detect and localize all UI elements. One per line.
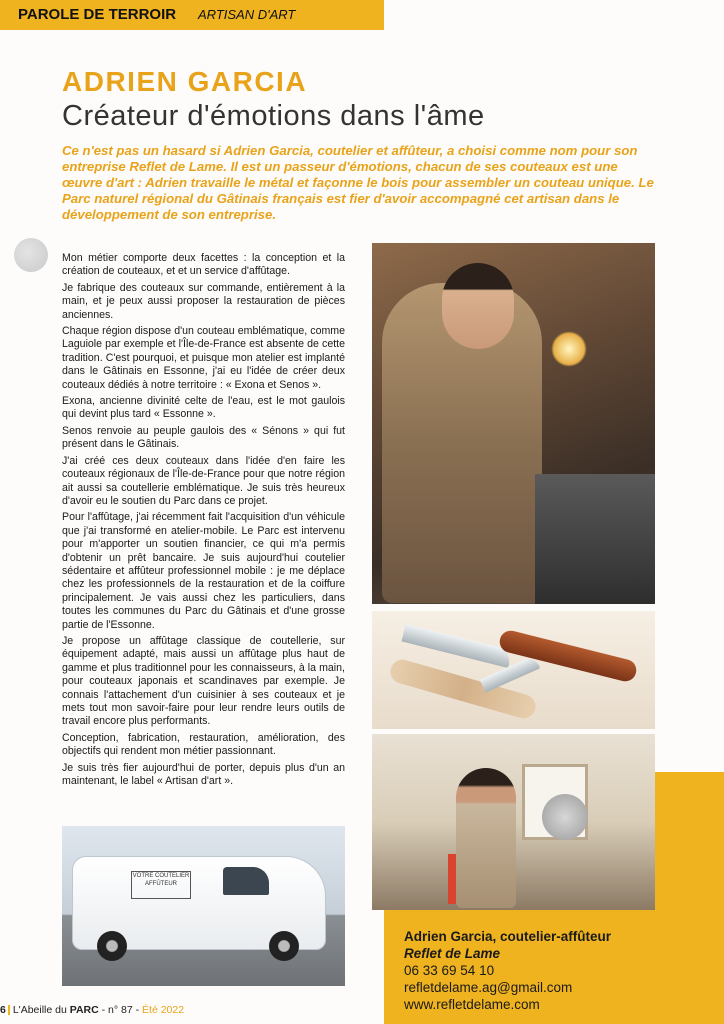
paragraph: J'ai créé ces deux couteaux dans l'idée d'en faire les couteaux régionaux de l'Île-de-France pour que notre région ait aussi sa coutellerie emblématique. Je suis très heureux d'avoir eu le soutien du Parc dans ce projet. — [62, 454, 345, 507]
publication-parc: PARC — [69, 1004, 99, 1016]
workshop-photo — [372, 243, 655, 604]
paragraph: Mon métier comporte deux facettes : la conception et la création de couteaux, et et un service d'affûtage. — [62, 252, 345, 278]
paragraph: Je suis très fier aujourd'hui de porter, depuis plus d'un an maintenant, le label « Artisan d'art ». — [62, 761, 345, 788]
section-category: ARTISAN D'ART — [198, 7, 296, 22]
van-windshield — [223, 867, 269, 895]
paragraph: Chaque région dispose d'un couteau emblématique, comme Laguiole par exemple et l'Île-de-France est absente de cette tradition. C'est pourquoi, et puisque mon atelier est implanté dans le Gâtinais en Essonne, j'ai eu l'idée de créer deux couteaux dédiés à notre territoire : « Exona et Senos ». — [62, 325, 345, 391]
mobile-workshop-photo — [372, 734, 655, 910]
contact-company: Reflet de Lame — [404, 946, 501, 961]
section-title: PAROLE DE TERROIR — [18, 6, 177, 23]
contact-name: Adrien Garcia, coutelier-affûteur — [404, 929, 612, 944]
paragraph: Conception, fabrication, restauration, amélioration, des objectifs qui rendent mon métier passionnant. — [62, 731, 345, 758]
paragraph: Je propose un affûtage classique de coutellerie, sur équipement adapté, mais aussi un affûtage plus haut de gamme et plus traditionnel pour les connaisseurs, à la main, pour couteaux japonais et scandinaves par exemple. Je connais l'attachement d'un cuisinier à ses couteaux et je mets tout mon savoir-faire pour leur rendre leurs outils de travail encore plus performants. — [62, 634, 345, 728]
van-wheel — [97, 931, 127, 961]
knives-photo — [372, 611, 655, 729]
article-body — [62, 252, 345, 791]
article-intro: Ce n'est pas un hasard si Adrien Garcia, coutelier et affûteur, a choisi comme nom pour son entreprise Reflet de Lame. Il est un passeur d'émotions, chacun de ses couteaux est une œuvre d'art : Adrien travaille le métal et façonne le bois pour assembler un couteau unique. Le Parc naturel régional du Gâtinais français est fier d'avoir accompagné cet artisan dans le développement de son entreprise. — [62, 143, 654, 222]
article-subtitle: Créateur d'émotions dans l'âme — [62, 100, 485, 132]
paragraph: Senos renvoie au peuple gaulois des « Sénons » qui fut présent dans le Gâtinais. — [62, 424, 345, 451]
page-number: 6 — [0, 1004, 6, 1016]
paragraph: Je fabrique des couteaux sur commande, entièrement à la main, et je peux aussi proposer la restauration de pièces anciennes. — [62, 281, 345, 321]
artisan-figure — [456, 768, 516, 908]
issue-number: - n° 87 - — [101, 1004, 140, 1016]
knife-blade — [401, 624, 512, 668]
paragraph: Pour l'affûtage, j'ai récemment fait l'acquisition d'un véhicule que j'ai transformé en atelier-mobile. Le Parc est intervenu pour m'apporter un soutien financier, ce qui m'a permis d'obtenir un prêt bancaire. Je suis aujourd'hui coutelier sédentaire et affûteur professionnel mobile : je me déplace chez les professionnels de la restauration et de la coiffure principalement. Je vais aussi chez les particuliers, dans toutes les communes du Parc du Gâtinais et d'une grosse partie de l'Essonne. — [62, 511, 345, 631]
contact-website[interactable]: www.refletdelame.com — [404, 997, 540, 1012]
article-name: ADRIEN GARCIA — [62, 66, 308, 97]
van — [72, 856, 326, 950]
van-photo — [62, 826, 345, 986]
van-logo: VOTRE COUTELIER AFFÛTEUR — [131, 871, 191, 899]
issue-season: Été 2022 — [142, 1004, 185, 1016]
grinding-machine — [535, 474, 655, 604]
artisan-head — [442, 263, 514, 349]
lamp-light — [551, 331, 587, 367]
contact-email[interactable]: refletdelame.ag@gmail.com — [404, 980, 573, 995]
page-footer — [0, 1004, 184, 1016]
publication-name: L'Abeille du — [12, 1004, 67, 1016]
quote-mark-icon — [14, 238, 48, 272]
section-band — [0, 0, 384, 30]
footer-divider — [8, 1005, 10, 1015]
contact-phone: 06 33 69 54 10 — [404, 963, 495, 978]
contact-block — [404, 928, 611, 1013]
grinding-wheel — [542, 794, 588, 840]
van-wheel — [269, 931, 299, 961]
paragraph: Exona, ancienne divinité celte de l'eau, est le mot gaulois qui devint plus tard « Essonne ». — [62, 395, 345, 421]
